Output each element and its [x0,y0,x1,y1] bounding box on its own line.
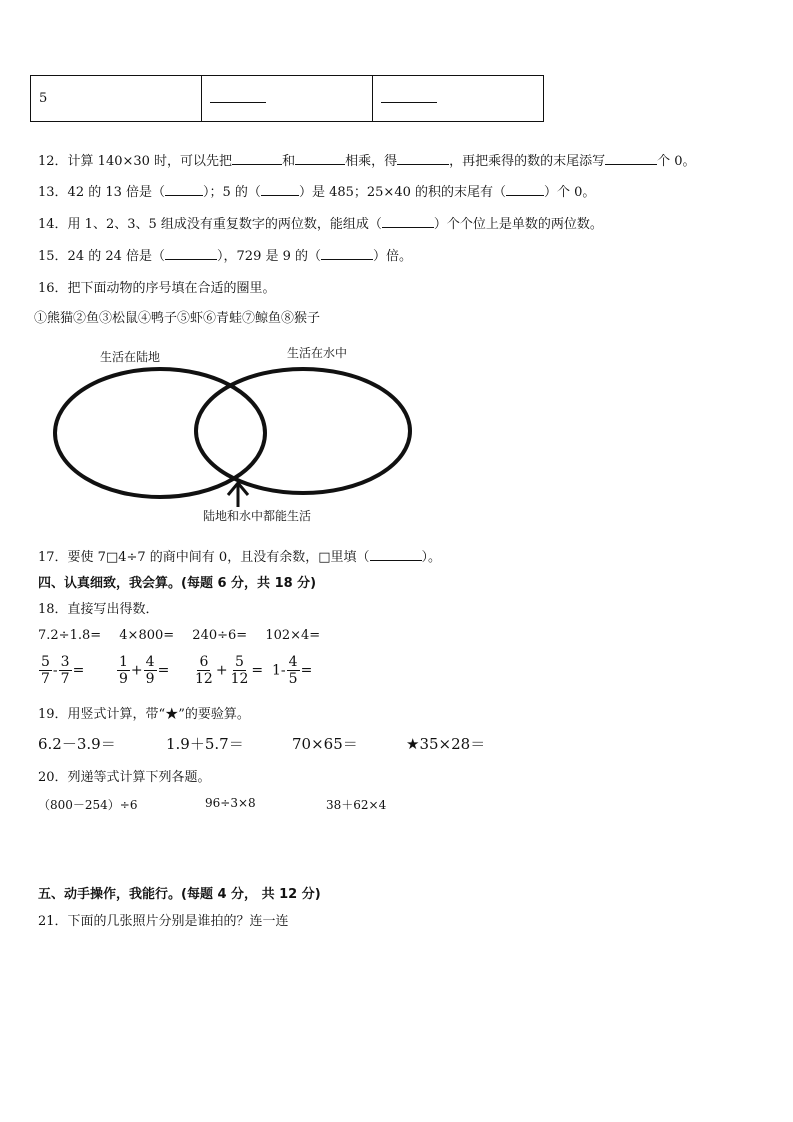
answer-blank[interactable] [397,152,449,165]
question-16: 16．把下面动物的序号填在合适的圈里。 [38,281,276,296]
vertical-calc-3: 70×65＝ [292,735,358,753]
question-17: 17．要使 7□4÷7 的商中间有 0，且没有余数，□里填（ ）。 [38,550,442,565]
stepwise-calc-2: 96÷3×8 [205,796,256,810]
question-12: 12．计算 140×30 时，可以先把 和 相乘，得 ，再把乘得的数的末尾添写 个 0。 [38,154,696,169]
answer-blank[interactable] [370,548,422,561]
answer-blank[interactable] [232,152,282,165]
question-15: 15．24 的 24 倍是（ ），729 是 9 的（ ）倍。 [38,249,413,264]
question-13: 13．42 的 13 倍是（ ）；5 的（ ）是 485；25×40 的积的末尾有（ ）个 0。 [38,185,596,200]
question-18: 18．直接写出得数． [38,602,159,617]
venn-bottom-label: 陆地和水中都能生活 [203,509,312,523]
vertical-calc-2: 1.9＋5.7＝ [166,735,244,753]
table-cell-blank[interactable] [202,76,373,122]
stepwise-calc-3: 38＋62×4 [326,798,387,812]
answer-blank[interactable] [261,183,299,196]
table-cell-value: 5 [31,76,202,122]
water-circle[interactable] [196,369,410,493]
fraction-expr-1: $\frac{5}{7}$ - $\frac{3}{7}$ = [41,654,85,687]
venn-left-label: 生活在陆地 [100,350,161,364]
question-14: 14．用 1、2、3、5 组成没有重复数字的两位数，能组成（ ）个个位上是单数的两位数。 [38,217,603,232]
fraction-expr-3: $\frac{6}{12}$ + $\frac{5}{12}$ = [195,654,264,687]
table-cell-blank[interactable] [373,76,544,122]
stepwise-calc-1: （800－254）÷6 [38,798,138,812]
answer-blank[interactable] [382,215,434,228]
answer-blank[interactable] [321,247,373,260]
question-19: 19．用竖式计算，带“★”的要验算。 [38,707,250,722]
star-icon: ★ [406,735,420,753]
answer-table [30,75,544,122]
answer-blank[interactable] [506,183,544,196]
animal-list: ①熊猫②鱼③松鼠④鸭子⑤虾⑥青蛙⑦鲸鱼⑧猴子 [34,311,321,326]
mental-math-row: 7.2÷1.8= 4×800= 240÷6= 102×4= [38,628,321,643]
answer-blank[interactable] [165,183,203,196]
answer-blank[interactable] [165,247,217,260]
question-20: 20．列递等式计算下列各题。 [38,770,211,785]
fraction-expr-2: $\frac{1}{9}$ + $\frac{4}{9}$ = [119,654,170,687]
question-21: 21．下面的几张照片分别是谁拍的？连一连 [38,914,289,929]
answer-blank[interactable] [295,152,345,165]
section-4-title: 四、认真细致，我会算。(每题 6 分，共 18 分) [38,576,317,591]
venn-right-label: 生活在水中 [287,346,348,360]
vertical-calc-4: ★35×28＝ [406,735,486,753]
answer-blank[interactable] [605,152,657,165]
vertical-calc-1: 6.2－3.9＝ [38,735,116,753]
fraction-expr-4: 1- $\frac{4}{5}$ = [272,654,313,687]
section-5-title: 五、动手操作，我能行。(每题 4 分， 共 12 分) [38,887,321,902]
